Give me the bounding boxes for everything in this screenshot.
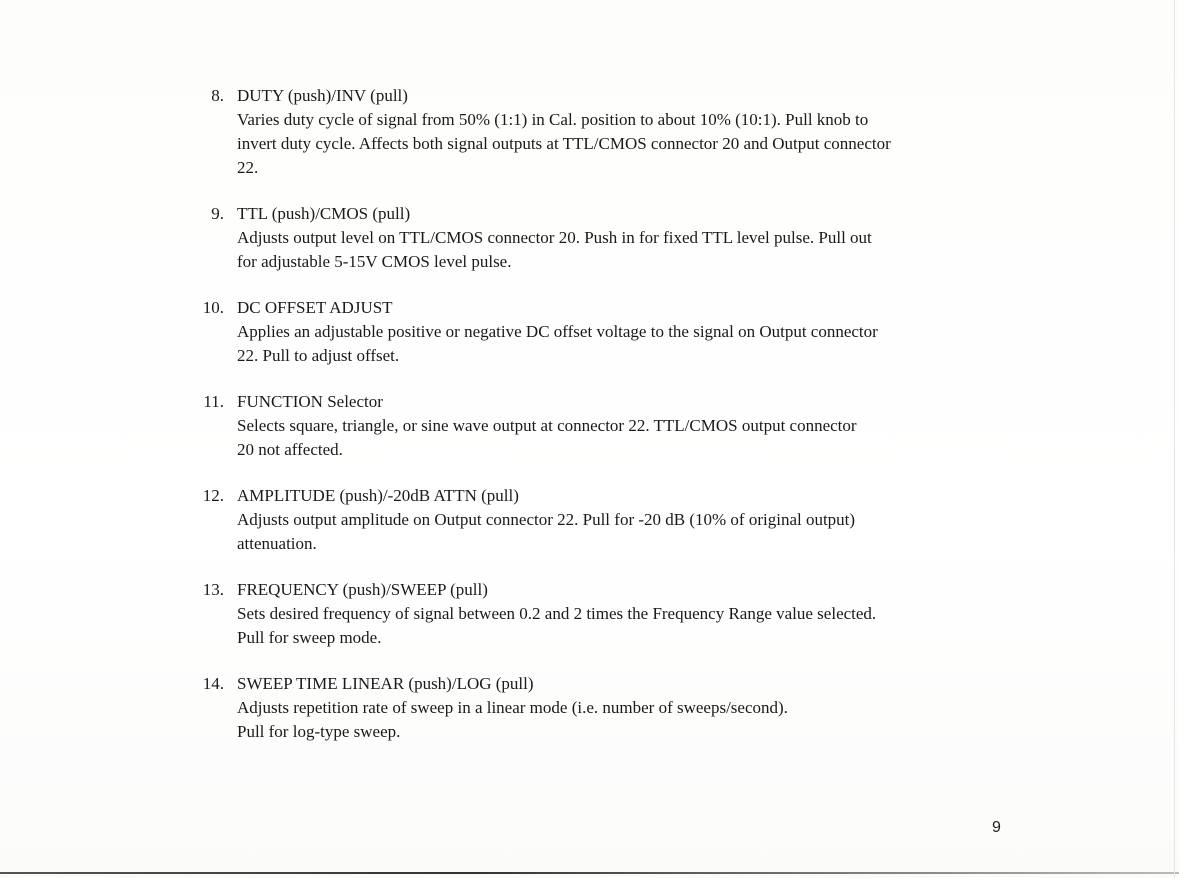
description-line: Adjusts output level on TTL/CMOS connector 20. Push in for fixed TTL level pulse. Pull out bbox=[237, 228, 872, 247]
control-description-list bbox=[192, 84, 1032, 766]
description-line: Pull for log-type sweep. bbox=[237, 722, 401, 741]
item-description bbox=[237, 602, 1032, 650]
item-number: 10. bbox=[202, 298, 224, 317]
item-title: TTL (push)/CMOS (pull) bbox=[237, 204, 411, 223]
description-line: Applies an adjustable positive or negative DC offset voltage to the signal on Output connector bbox=[237, 322, 878, 341]
description-line: Adjusts output amplitude on Output connector 22. Pull for -20 dB (10% of original output) bbox=[237, 510, 856, 529]
item-title: SWEEP TIME LINEAR (push)/LOG (pull) bbox=[237, 674, 534, 693]
description-line: 22. Pull to adjust offset. bbox=[237, 346, 400, 365]
description-line: 22. bbox=[237, 158, 259, 177]
description-line: Pull for sweep mode. bbox=[237, 628, 382, 647]
description-line: invert duty cycle. Affects both signal outputs at TTL/CMOS connector 20 and Output connector bbox=[237, 134, 891, 153]
item-number: 12. bbox=[202, 486, 224, 505]
bottom-rule bbox=[0, 872, 1179, 874]
item-number: 13. bbox=[202, 580, 224, 599]
item-description bbox=[237, 508, 1032, 556]
description-line: Adjusts repetition rate of sweep in a linear mode (i.e. number of sweeps/second). bbox=[237, 698, 788, 717]
item-title: DUTY (push)/INV (pull) bbox=[237, 86, 408, 105]
item-description bbox=[237, 696, 1032, 744]
page-number: 9 bbox=[992, 819, 1001, 836]
list-item-13 bbox=[192, 578, 1032, 650]
page-edge bbox=[1174, 0, 1175, 878]
item-title: FUNCTION Selector bbox=[237, 392, 383, 411]
item-number: 14. bbox=[202, 674, 224, 693]
item-title: DC OFFSET ADJUST bbox=[237, 298, 393, 317]
list-item-12 bbox=[192, 484, 1032, 556]
description-line: attenuation. bbox=[237, 534, 317, 553]
item-description bbox=[237, 414, 1032, 462]
item-description bbox=[237, 320, 1032, 368]
description-line: Sets desired frequency of signal between 0.2 and 2 times the Frequency Range value selected. bbox=[237, 604, 877, 623]
item-number: 9. bbox=[211, 204, 224, 223]
description-line: Varies duty cycle of signal from 50% (1:1) in Cal. position to about 10% (10:1). Pull knob to bbox=[237, 110, 869, 129]
list-item-11 bbox=[192, 390, 1032, 462]
description-line: 20 not affected. bbox=[237, 440, 343, 459]
item-number: 11. bbox=[203, 392, 224, 411]
list-item-10 bbox=[192, 296, 1032, 368]
item-title: AMPLITUDE (push)/-20dB ATTN (pull) bbox=[237, 486, 519, 505]
item-number: 8. bbox=[211, 86, 224, 105]
list-item-8 bbox=[192, 84, 1032, 180]
description-line: for adjustable 5-15V CMOS level pulse. bbox=[237, 252, 512, 271]
item-title: FREQUENCY (push)/SWEEP (pull) bbox=[237, 580, 488, 599]
item-description bbox=[237, 108, 1032, 180]
list-item-9 bbox=[192, 202, 1032, 274]
item-description bbox=[237, 226, 1032, 274]
list-item-14 bbox=[192, 672, 1032, 744]
description-line: Selects square, triangle, or sine wave output at connector 22. TTL/CMOS output connector bbox=[237, 416, 857, 435]
